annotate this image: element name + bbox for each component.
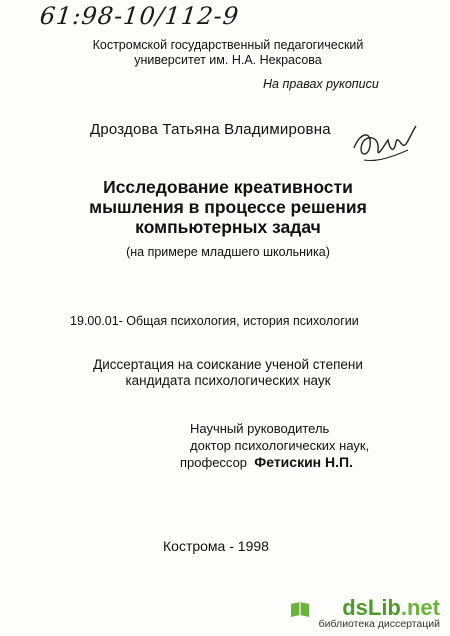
title-line-2: мышления в процессе решения bbox=[89, 197, 367, 217]
author-name: Дроздова Татьяна Владимировна bbox=[90, 121, 331, 138]
supervisor-line-3 bbox=[180, 454, 369, 471]
watermark[interactable] bbox=[319, 595, 440, 630]
university-line-1: Костромской государственный педагогический bbox=[92, 38, 364, 52]
watermark-logo-tld: .net bbox=[400, 595, 440, 620]
supervisor-block bbox=[180, 420, 370, 471]
degree-statement bbox=[58, 357, 398, 389]
degree-line-1: Диссертация на соискание ученой степени bbox=[93, 357, 363, 372]
degree-line-2: кандидата психологических наук bbox=[125, 373, 331, 388]
supervisor-title: профессор bbox=[180, 455, 248, 470]
title-line-1: Исследование креативности bbox=[103, 177, 353, 197]
city-year: Кострома - 1998 bbox=[163, 538, 269, 554]
specialty-code: 19.00.01- Общая психология, история психологии bbox=[70, 314, 359, 328]
title-line-3: компьютерных задач bbox=[135, 217, 321, 237]
dissertation-subtitle: (на примере младшего школьника) bbox=[126, 245, 330, 259]
signature-icon bbox=[350, 120, 420, 170]
university-line-2: университет им. Н.А. Некрасова bbox=[134, 53, 322, 67]
supervisor-line-2: доктор психологических наук, bbox=[190, 438, 370, 453]
university-name bbox=[88, 38, 368, 68]
watermark-logo-main: dsLib bbox=[342, 595, 401, 620]
book-logo-icon bbox=[289, 599, 311, 621]
watermark-caption: библиотека диссертаций bbox=[318, 618, 440, 630]
supervisor-name: Фетискин Н.П. bbox=[254, 454, 353, 470]
rights-note: На правах рукописи bbox=[263, 77, 379, 91]
handwritten-catalog-number: 61:98-10/112-9 bbox=[38, 2, 241, 30]
dissertation-title bbox=[58, 177, 398, 237]
supervisor-line-1: Научный руководитель bbox=[190, 421, 330, 436]
